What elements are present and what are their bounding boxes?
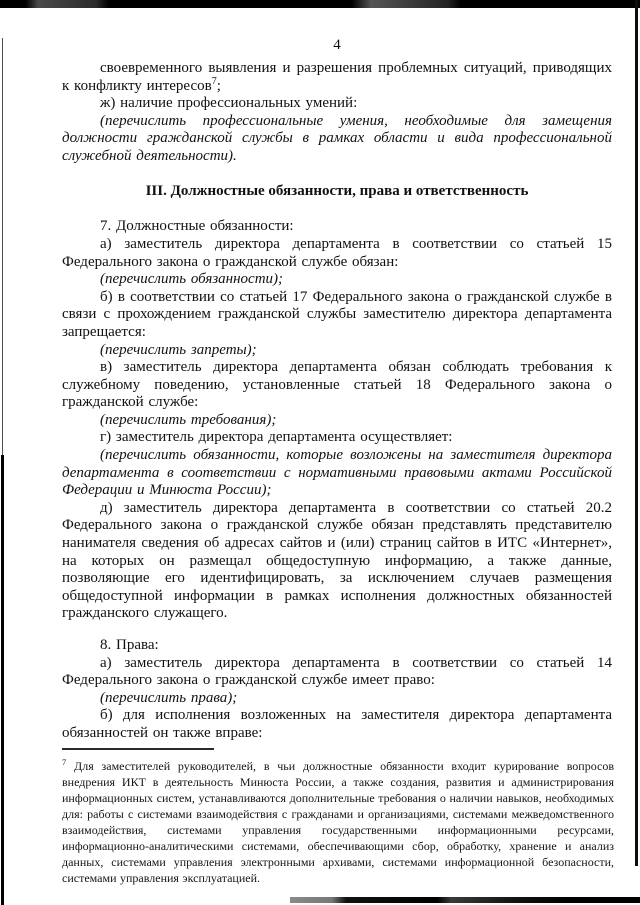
para-7v-article-18: в) заместитель директора департамента обязан соблюдать требования к служебному поведению, установленные статьей 18 Федерального закона о гражданской службе: (62, 359, 612, 411)
para-7g-performs: г) заместитель директора департамента осуществляет: (100, 429, 453, 446)
page-number: 4 (333, 37, 341, 53)
para-8a-article-14: а) заместитель директора департамента в соответствии со статьей 14 Федерального закона о гражданской службе имеет право: (62, 654, 612, 689)
footnote-text: Для заместителей руководителей, в чьи должностные обязанности входит курирование вопросов внедрения ИКТ в деятельность Минюста России, а также создания, развития и администрирования информационных систем, устанавливаются дополнительные требования о наличии навыков, необходимых для: работы с системами взаимодействия с гражданами и организациями, системами межведомственного взаимодействия, системами управления государственными информационными ресурсами, информационно-аналитическими системами, обеспечивающими сбор, обработку, хранение и анализ данных, системами управления электронными архивами, системами информационной безопасности, системами управления эксплуатацией. (62, 759, 615, 885)
para-7-duties-title: 7. Должностные обязанности: (100, 218, 294, 235)
para-zh-professional-skills: ж) наличие профессиональных умений: (100, 95, 358, 112)
para-8b-also-entitled: б) для исполнения возложенных на заместителя директора департамента обязанностей он также вправе: (62, 707, 612, 741)
scan-artifact-left-edge-thick (1, 455, 4, 905)
para-7b-article-17: б) в соответствии со статьей 17 Федерального закона о гражданской службе в связи с прохождением гражданской службы заместителю директора департамента запрещается: (62, 288, 612, 340)
para-7a-article-15: а) заместитель директора департамента в соответствии со статьей 15 Федерального закона о гражданской службе обязан: (62, 235, 612, 270)
scan-artifact-top-edge (0, 0, 640, 8)
footnote-marker: 7 (62, 757, 67, 767)
note-list-bans: (перечислить запреты); (100, 341, 257, 358)
footnote-7 (62, 758, 614, 886)
para-7d-article-20-2: д) заместитель директора департамента в соответствии со статьей 20.2 Федерального закона о гражданской службе обязан представлять представителю нанимателя сведения об адресах сайтов и (или) страниц сайтов в ИТС «Интернет», на которых он размещал общедоступную информацию, а также данные, позволяющие его идентифицировать, за исключением случаев размещения общедоступной информации в рамках исполнения должностных обязанностей гражданского служащего. (62, 499, 612, 622)
note-list-requirements: (перечислить требования); (100, 411, 277, 428)
document-body (62, 36, 612, 743)
section-heading-iii: III. Должностные обязанности, права и ответственность (145, 183, 529, 200)
scan-artifact-left-edge-thin (2, 38, 3, 456)
para-text: своевременного выявления и разрешения проблемных ситуаций, приводящих к конфликту интересов (62, 60, 612, 94)
note-list-professional-skills: (перечислить профессиональные умения, необходимые для замещения должности гражданской службы в рамках области и вида профессиональной служебной деятельности). (62, 112, 612, 164)
para-8-rights-title: 8. Права: (100, 637, 159, 653)
note-list-rights: (перечислить права); (100, 689, 238, 706)
footnote-block (62, 748, 614, 886)
note-list-duties: (перечислить обязанности); (100, 271, 284, 288)
scan-artifact-bottom-edge (290, 897, 640, 903)
scan-artifact-right-edge (635, 0, 638, 866)
para-text-tail: ; (216, 77, 221, 94)
footnote-ref-7: 7 (211, 75, 217, 87)
note-list-assigned-duties: (перечислить обязанности, которые возложены на заместителя директора департамента в соответствии с нормативными правовыми актами Российской Федерации и Минюста России); (62, 447, 612, 499)
footnote-separator (62, 748, 214, 750)
para-conflict-interests (62, 60, 612, 95)
